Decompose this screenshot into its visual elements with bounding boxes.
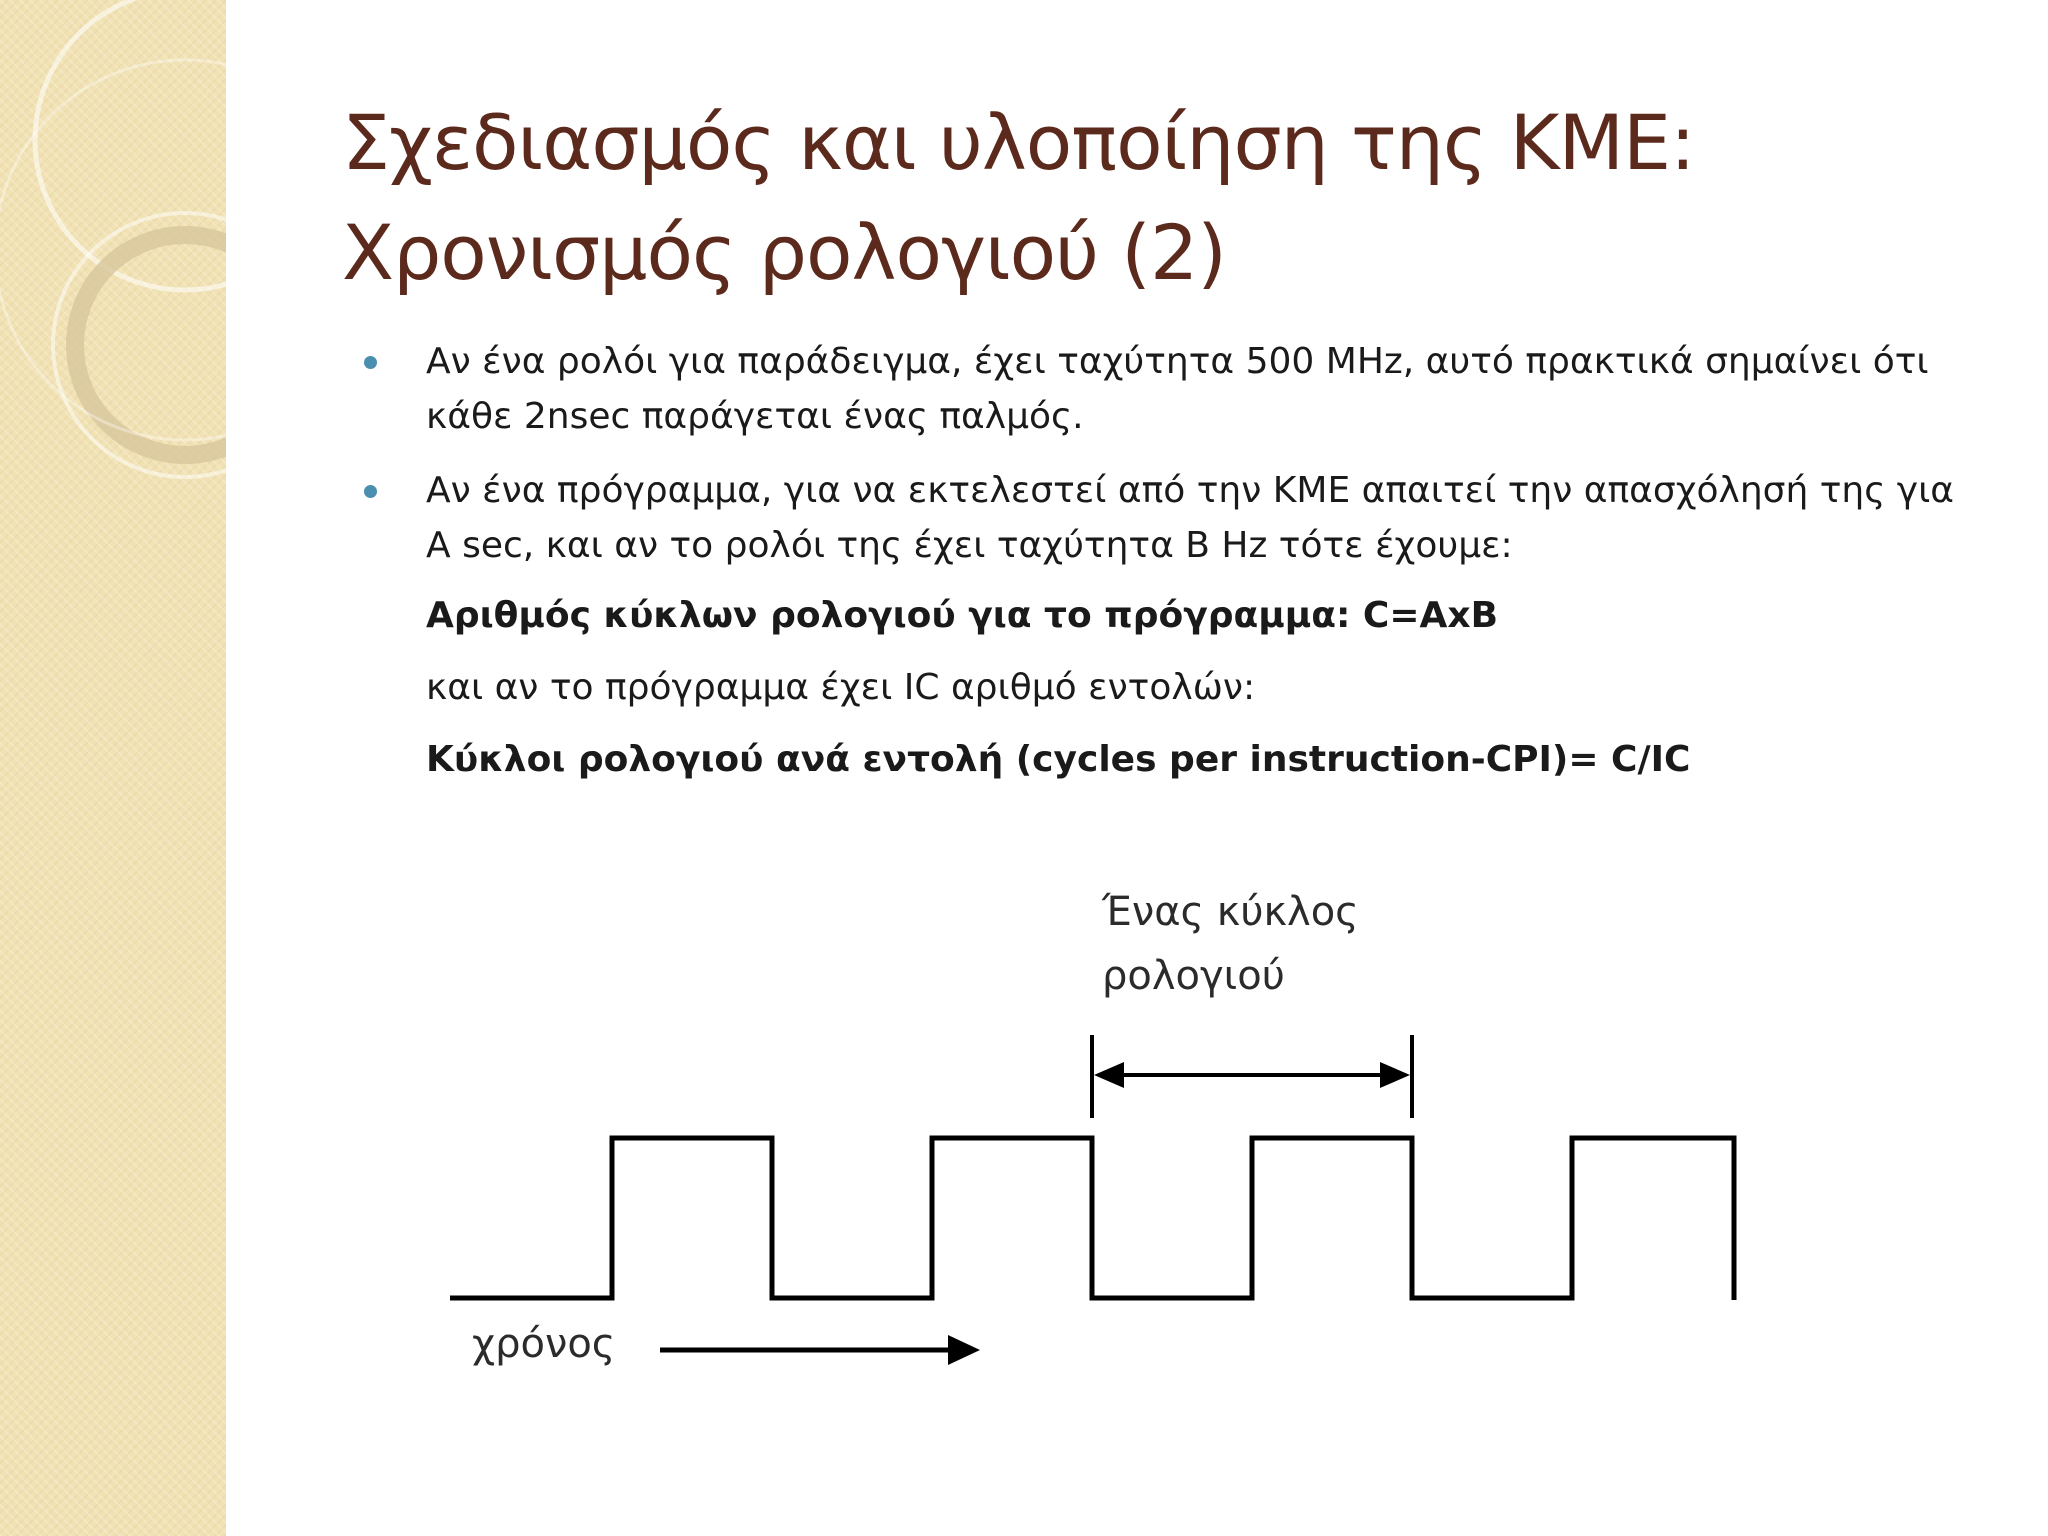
formula-cpi: Κύκλοι ρολογιού ανά εντολή (cycles per instruction-CPI)= C/IC bbox=[426, 739, 1691, 780]
cycle-label bbox=[1102, 880, 1359, 1008]
bullet-text: Αν ένα ρολόι για παράδειγμα, έχει ταχύτητα 500 MHz, αυτό πρακτικά σημαίνει ότι κάθε 2nsec παράγεται ένας παλμός. bbox=[426, 341, 1929, 437]
time-arrow-head bbox=[948, 1335, 980, 1365]
formula-cycles: Αριθμός κύκλων ρολογιού για το πρόγραμμα: C=AxB bbox=[426, 595, 1499, 636]
cycle-label-line-1: Ένας κύκλος bbox=[1102, 889, 1359, 935]
clock-waveform bbox=[450, 1138, 1734, 1300]
instruction-count-text: και αν το πρόγραμμα έχει IC αριθμό εντολών: bbox=[426, 667, 1256, 708]
time-label: χρόνος bbox=[472, 1321, 616, 1367]
cycle-arrow-right-head bbox=[1380, 1062, 1410, 1088]
cycle-arrow-left-head bbox=[1094, 1062, 1124, 1088]
title-line-1: Σχεδιασμός και υλοποίηση της ΚΜΕ: bbox=[342, 98, 1695, 187]
cycle-label-line-2: ρολογιού bbox=[1102, 953, 1285, 999]
title-line-2: Χρονισμός ρολογιού (2) bbox=[342, 208, 1226, 297]
bullet-text: Αν ένα πρόγραμμα, για να εκτελεστεί από την ΚΜΕ απαιτεί την απασχόλησή της για Α sec, και αν το ρολόι της έχει ταχύτητα Β Hz τότε έχουμε: bbox=[426, 470, 1955, 566]
